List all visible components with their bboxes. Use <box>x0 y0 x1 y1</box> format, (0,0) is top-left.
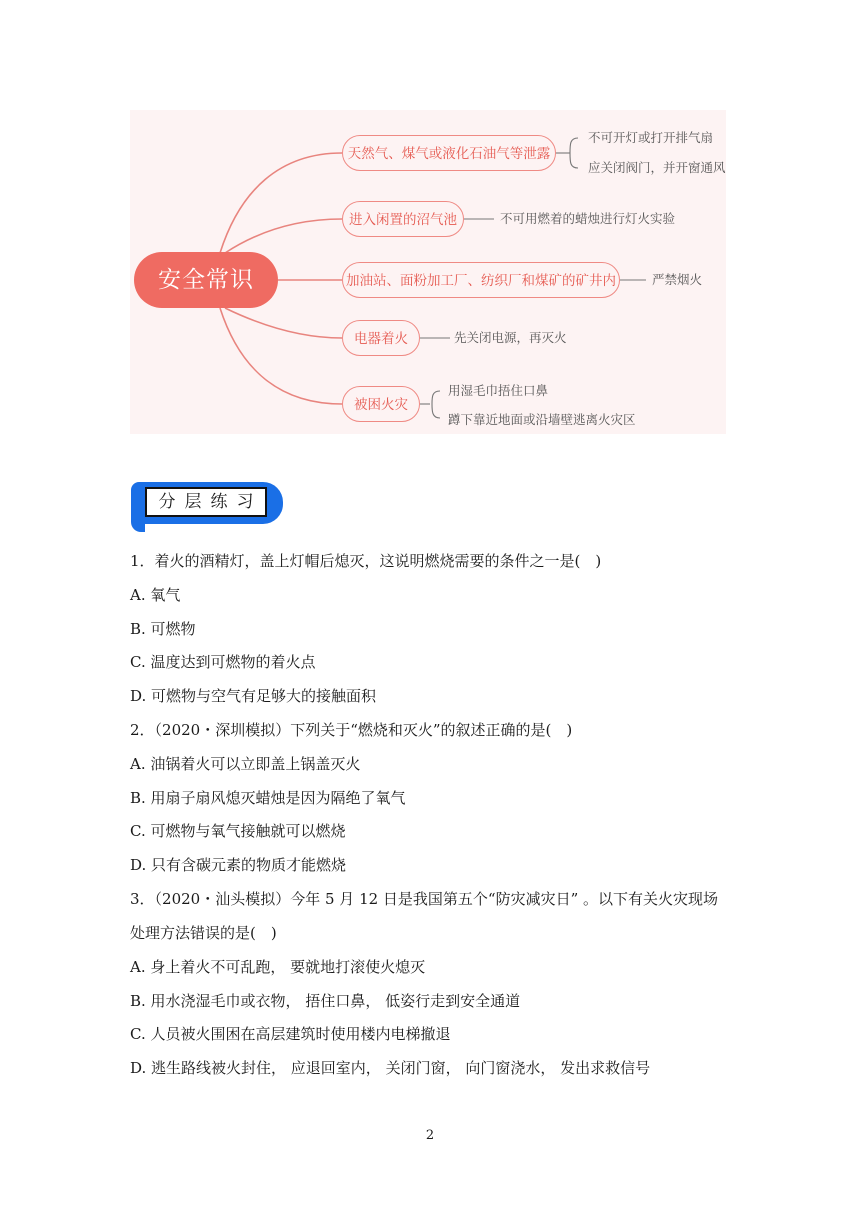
branch-gas-station: 加油站、面粉加工厂、纺织厂和煤矿的矿井内 <box>342 262 620 298</box>
leaf-no-candle: 不可用燃着的蜡烛进行灯火实验 <box>500 211 676 226</box>
branch-electrical-fire: 电器着火 <box>342 320 420 356</box>
section-badge <box>131 482 283 528</box>
question-2-stem: 2．（2020・深圳模拟）下列关于“燃烧和灭火”的叙述正确的是( ) <box>130 721 573 739</box>
question-3-stem-continued: 处理方法错误的是( ) <box>130 924 277 942</box>
leaf-no-switch: 不可开灯或打开排气扇 <box>588 130 714 145</box>
question-2-option-d: D. 只有含碳元素的物质才能燃烧 <box>130 856 347 874</box>
question-3-option-b: B. 用水浇湿毛巾或衣物， 捂住口鼻， 低姿行走到安全通道 <box>130 992 521 1010</box>
question-3-option-a: A. 身上着火不可乱跑， 要就地打滚使火熄灭 <box>130 958 426 976</box>
question-3-stem: 3．（2020・汕头模拟）今年 5 月 12 日是我国第五个“防灾减灾日” 。以下有关火灾现场 <box>130 890 719 908</box>
branch-biogas-pit: 进入闲置的沼气池 <box>342 201 464 237</box>
leaf-crouch-escape: 蹲下靠近地面或沿墙壁逃离火灾区 <box>448 412 636 427</box>
question-1-option-c: C. 温度达到可燃物的着火点 <box>130 653 316 671</box>
question-3-option-d: D. 逃生路线被火封住， 应退回室内， 关闭门窗， 向门窗浇水， 发出求救信号 <box>130 1059 651 1077</box>
question-2-option-a: A. 油锅着火可以立即盖上锅盖灭火 <box>130 755 361 773</box>
question-1-option-b: B. 可燃物 <box>130 620 196 638</box>
mind-map <box>130 110 726 434</box>
branch-trapped-fire: 被困火灾 <box>342 386 420 422</box>
leaf-no-fire: 严禁烟火 <box>652 272 703 287</box>
question-1-option-d: D. 可燃物与空气有足够大的接触面积 <box>130 687 377 705</box>
leaf-wet-towel: 用湿毛巾捂住口鼻 <box>448 383 549 398</box>
question-1-stem: 1．着火的酒精灯，盖上灯帽后熄灭，这说明燃烧需要的条件之一是( ) <box>130 552 602 570</box>
question-3-option-c: C. 人员被火围困在高层建筑时使用楼内电梯撤退 <box>130 1025 451 1043</box>
question-1-option-a: A. 氧气 <box>130 586 181 604</box>
question-2-option-c: C. 可燃物与氧气接触就可以燃烧 <box>130 822 346 840</box>
leaf-close-valve: 应关闭阀门，并开窗通风 <box>588 160 726 175</box>
question-2-option-b: B. 用扇子扇风熄灭蜡烛是因为隔绝了氧气 <box>130 789 406 807</box>
page-number: 2 <box>425 1128 435 1143</box>
mind-map-root: 安全常识 <box>134 252 278 308</box>
section-title: 分层练习 <box>145 487 267 517</box>
branch-gas-leak: 天然气、煤气或液化石油气等泄露 <box>342 135 556 171</box>
leaf-cut-power: 先关闭电源，再灭火 <box>454 330 567 345</box>
